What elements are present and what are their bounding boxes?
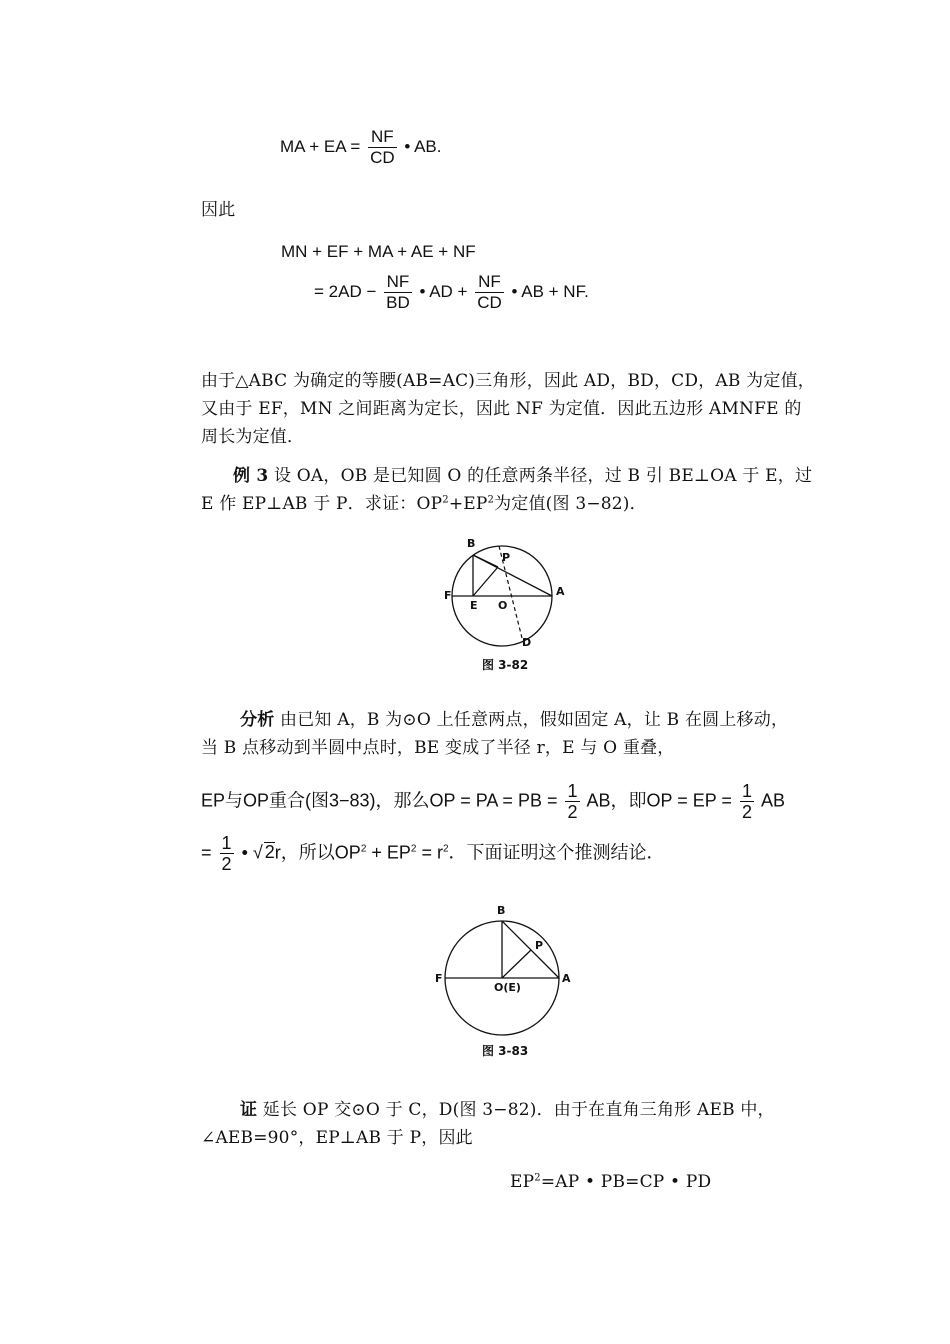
label-a: A bbox=[556, 585, 565, 598]
eq-part: EP与OP重合(图3−83)，那么OP = PA = PB = bbox=[201, 790, 558, 811]
eq-part: = bbox=[201, 842, 212, 863]
fraction-numerator: NF bbox=[371, 127, 394, 146]
fraction-numerator: NF bbox=[386, 272, 410, 291]
superscript: 2 bbox=[442, 494, 449, 506]
label-f: F bbox=[435, 972, 443, 985]
label-p: P bbox=[502, 551, 511, 564]
caption-fig-3-83: 图 3-83 bbox=[482, 1044, 529, 1058]
eq-part: AB bbox=[760, 790, 785, 811]
fraction-denominator: 2 bbox=[567, 802, 578, 822]
text-line: 又由于 EF，MN 之间距离为定长，因此 NF 为定值．因此五边形 AMNFE 的 bbox=[201, 399, 802, 419]
superscript: 2 bbox=[410, 843, 417, 855]
fraction-numerator: 1 bbox=[567, 781, 578, 801]
label-o-e: O(E) bbox=[494, 981, 521, 994]
superscript: 2 bbox=[487, 494, 495, 506]
fraction-denominator: BD bbox=[386, 293, 410, 312]
fraction-numerator: 1 bbox=[221, 833, 232, 853]
text-line: 延长 OP 交⊙O 于 C，D(图 3−82)．由于在直角三角形 AEB 中， bbox=[257, 1100, 775, 1120]
eq-part: = r bbox=[416, 842, 443, 863]
superscript: 2 bbox=[360, 843, 367, 855]
fraction-denominator: 2 bbox=[221, 854, 232, 874]
caption-fig-3-82: 图 3-82 bbox=[482, 658, 529, 672]
fraction-denominator: CD bbox=[370, 148, 395, 167]
equation-perimeter-line1: MN + EF + MA + AE + NF bbox=[281, 242, 476, 261]
fraction-numerator: 1 bbox=[741, 781, 752, 801]
analysis-equation-line1 bbox=[201, 781, 785, 822]
eq1-lhs: MA + EA = bbox=[280, 136, 361, 156]
text-part: E 作 EP⊥AB 于 P．求证：OP bbox=[201, 494, 443, 514]
equation-perimeter-line2 bbox=[314, 272, 589, 313]
fraction-denominator: CD bbox=[477, 293, 502, 312]
figure-3-82 bbox=[440, 533, 580, 673]
eq-part: EP bbox=[510, 1172, 535, 1192]
example-3 bbox=[233, 462, 812, 490]
superscript: 2 bbox=[534, 1172, 541, 1184]
text-line: 由已知 A，B 为⊙O 上任意两点，假如固定 A，让 B 在圆上移动， bbox=[274, 710, 789, 730]
proof-label: 证 bbox=[240, 1100, 258, 1120]
superscript: 2 bbox=[442, 843, 449, 855]
eq-part: • bbox=[241, 842, 248, 863]
example-label: 例 3 bbox=[233, 466, 269, 486]
fraction-nf-cd bbox=[368, 127, 397, 168]
proof bbox=[240, 1096, 775, 1124]
fraction-half bbox=[740, 781, 754, 822]
eq-part: =AP • PB=CP • PD bbox=[540, 1172, 712, 1192]
eq-part: r，所以OP bbox=[274, 842, 361, 863]
example-3-line2 bbox=[201, 490, 647, 518]
text-line: 设 OA，OB 是已知圆 O 的任意两条半径，过 B 引 BE⊥OA 于 E，过 bbox=[268, 466, 813, 486]
proof-line2: ∠AEB=90°，EP⊥AB 于 P，因此 bbox=[201, 1128, 473, 1148]
eq2-part: • AD + bbox=[419, 281, 468, 301]
label-e: E bbox=[470, 599, 478, 612]
fraction-denominator: 2 bbox=[741, 802, 752, 822]
fraction-nf-bd bbox=[384, 272, 412, 313]
paragraph-conclusion bbox=[201, 367, 815, 451]
label-f: F bbox=[444, 589, 452, 602]
label-o: O bbox=[498, 599, 508, 612]
analysis-line2: 当 B 点移动到半圆中点时，BE 变成了半径 r，E 与 O 重叠， bbox=[201, 738, 675, 758]
label-d: D bbox=[522, 636, 532, 649]
text-part: +EP bbox=[448, 494, 488, 514]
label-p: P bbox=[535, 939, 544, 952]
text-therefore: 因此 bbox=[201, 200, 236, 220]
text-line: 周长为定值． bbox=[201, 427, 305, 447]
eq-part: AB，即OP = EP = bbox=[586, 790, 732, 811]
proof-equation bbox=[510, 1168, 711, 1196]
fraction-nf-cd bbox=[475, 272, 504, 313]
text-line: 由于△ABC 为确定的等腰(AB=AC)三角形，因此 AD，BD，CD，AB 为定值， bbox=[201, 371, 815, 391]
eq2-part: • AB + NF. bbox=[511, 281, 589, 301]
equation-ma-ea bbox=[280, 127, 442, 168]
analysis-equation-line2 bbox=[201, 833, 665, 874]
eq-part: ．下面证明这个推测结论． bbox=[448, 842, 665, 863]
text-part: 为定值(图 3−82)． bbox=[494, 494, 647, 514]
analysis-label: 分析 bbox=[240, 710, 275, 730]
label-a: A bbox=[562, 972, 571, 985]
eq-part: + EP bbox=[366, 842, 411, 863]
eq1-rhs: • AB. bbox=[404, 136, 442, 156]
fraction-numerator: NF bbox=[478, 272, 501, 291]
fraction-half bbox=[565, 781, 579, 822]
eq2-part: = 2AD − bbox=[314, 281, 377, 301]
sqrt-radicand: 2 bbox=[264, 842, 275, 863]
figure-3-83 bbox=[430, 898, 580, 1038]
label-b: B bbox=[467, 537, 476, 550]
sqrt-sign: √ bbox=[252, 842, 263, 863]
label-b: B bbox=[497, 904, 506, 917]
analysis bbox=[240, 706, 788, 734]
fraction-half bbox=[220, 833, 234, 874]
